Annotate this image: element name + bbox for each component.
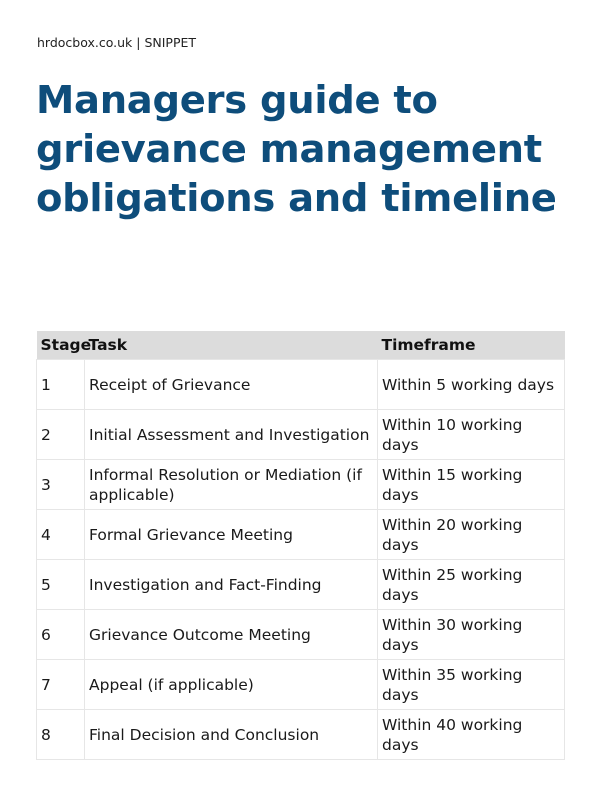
page-title: Managers guide to grievance management obligations and timeline (36, 78, 557, 221)
table-row (37, 710, 565, 760)
table-row (37, 360, 565, 410)
task-cell: Initial Assessment and Investigation (85, 410, 378, 460)
column-header-stage: Stage (37, 331, 85, 360)
table-header-row (37, 331, 565, 360)
timeframe-cell: Within 30 working days (378, 610, 565, 660)
task-cell: Final Decision and Conclusion (85, 710, 378, 760)
stage-cell: 3 (37, 460, 85, 510)
column-header-task: Task (85, 331, 378, 360)
task-cell: Formal Grievance Meeting (85, 510, 378, 560)
stage-cell: 8 (37, 710, 85, 760)
stage-cell: 7 (37, 660, 85, 710)
timeframe-cell: Within 35 working days (378, 660, 565, 710)
table-row (37, 610, 565, 660)
task-cell: Investigation and Fact-Finding (85, 560, 378, 610)
stage-cell: 6 (37, 610, 85, 660)
table-row (37, 510, 565, 560)
grievance-timeline-table (36, 331, 565, 760)
timeframe-cell: Within 40 working days (378, 710, 565, 760)
table-row (37, 660, 565, 710)
task-cell: Grievance Outcome Meeting (85, 610, 378, 660)
table-row (37, 410, 565, 460)
stage-cell: 1 (37, 360, 85, 410)
timeframe-cell: Within 25 working days (378, 560, 565, 610)
stage-cell: 5 (37, 560, 85, 610)
timeframe-cell: Within 15 working days (378, 460, 565, 510)
stage-cell: 2 (37, 410, 85, 460)
table-row (37, 560, 565, 610)
timeframe-cell: Within 20 working days (378, 510, 565, 560)
timeframe-cell: Within 10 working days (378, 410, 565, 460)
task-cell: Informal Resolution or Mediation (if applicable) (85, 460, 378, 510)
task-cell: Receipt of Grievance (85, 360, 378, 410)
source-label: hrdocbox.co.uk | SNIPPET (37, 35, 197, 50)
column-header-timeframe: Timeframe (378, 331, 565, 360)
stage-cell: 4 (37, 510, 85, 560)
timeframe-cell: Within 5 working days (378, 360, 565, 410)
task-cell: Appeal (if applicable) (85, 660, 378, 710)
table-row (37, 460, 565, 510)
